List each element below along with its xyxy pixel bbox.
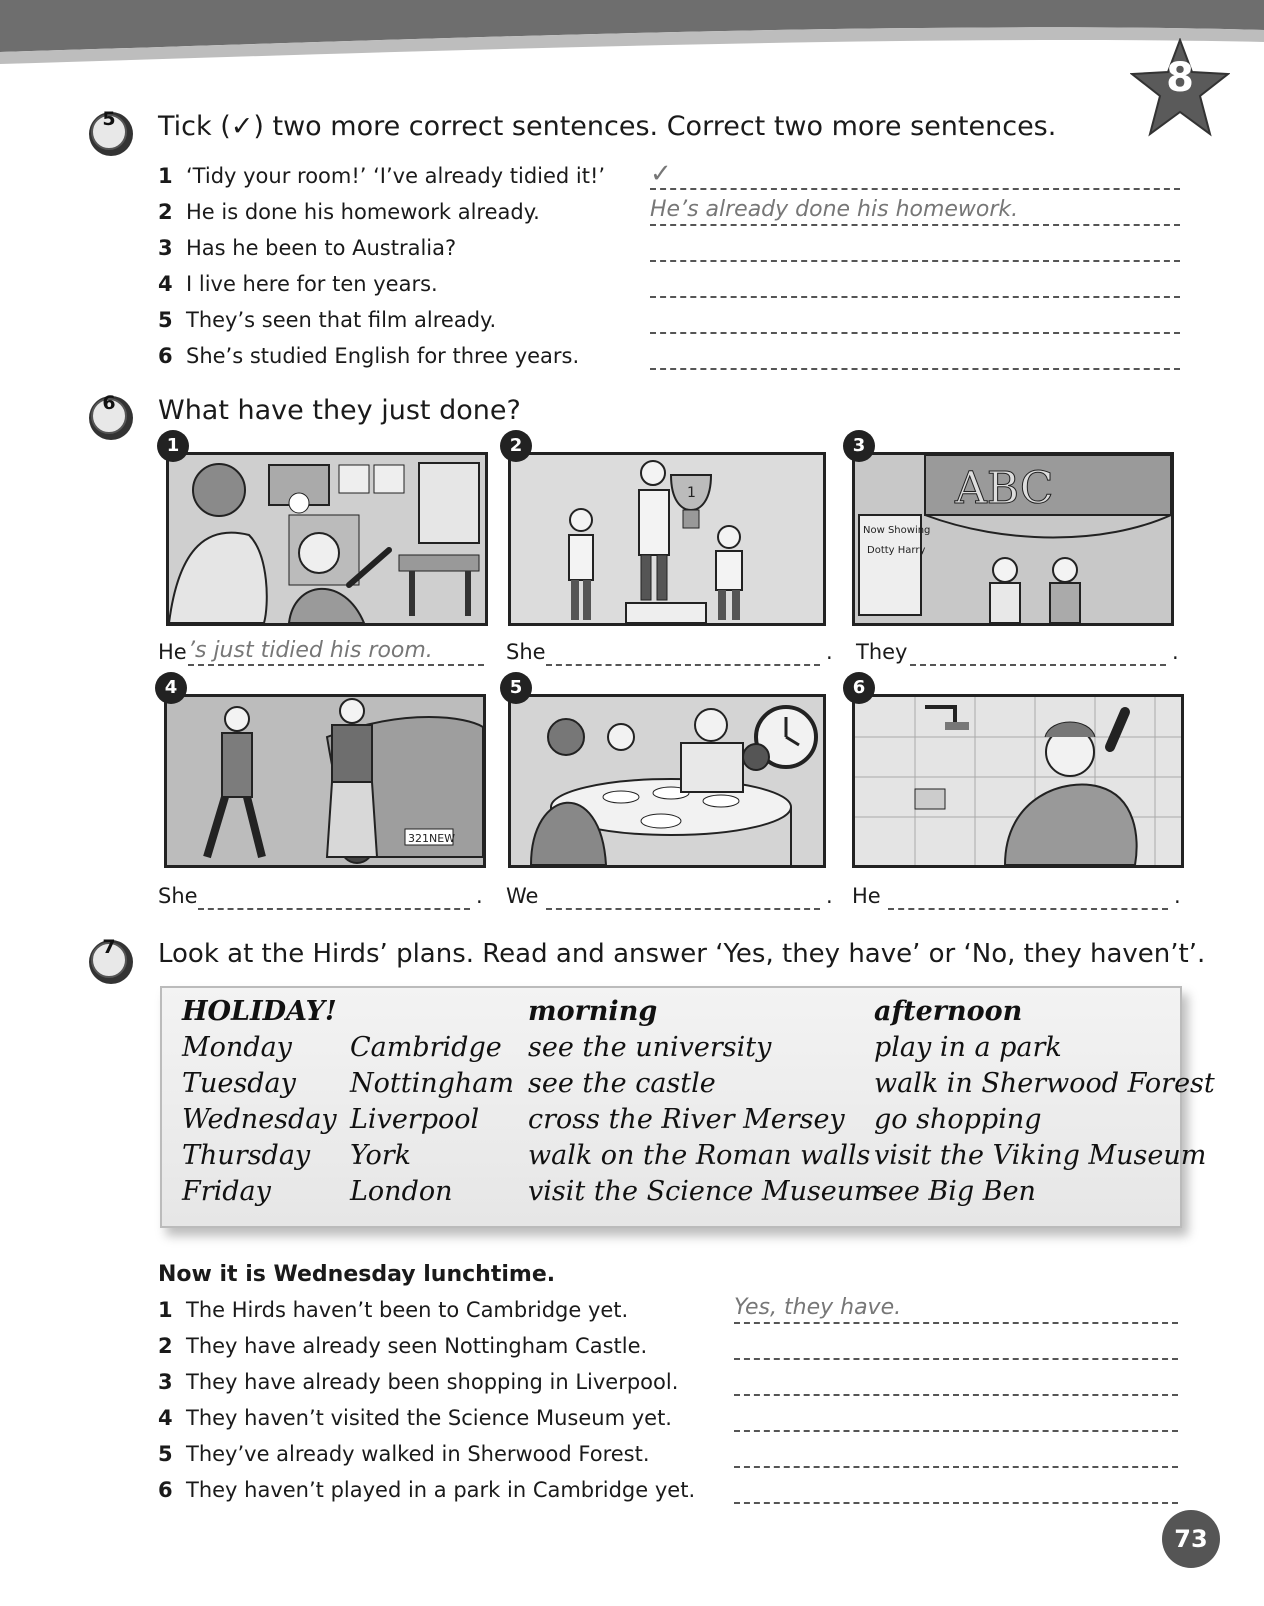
plan-afternoon: go shopping xyxy=(874,1104,1042,1135)
plan-morning: visit the Science Museum xyxy=(528,1176,880,1207)
caption-6-answer-line[interactable] xyxy=(888,884,1168,910)
exercise-5-badge: 5 xyxy=(86,108,136,158)
plan-col-morning: morning xyxy=(528,996,658,1027)
plan-heading: HOLIDAY! xyxy=(182,996,337,1027)
ex7-subheading: Now it is Wednesday lunchtime. xyxy=(158,1262,556,1287)
plan-place: York xyxy=(350,1140,412,1171)
caption-2-period: . xyxy=(826,640,833,664)
plan-day: Thursday xyxy=(182,1140,311,1171)
trophy-number: 1 xyxy=(687,485,696,501)
plan-afternoon: play in a park xyxy=(874,1032,1062,1063)
caption-3-answer-line[interactable] xyxy=(910,640,1166,666)
ex5-item-1: 1 ‘Tidy your room!’ ‘I’ve already tidied it!’ xyxy=(158,164,606,188)
plan-afternoon: walk in Sherwood Forest xyxy=(874,1068,1215,1099)
marquee-text: ABC xyxy=(955,463,1054,514)
exercise-7-title: Look at the Hirds’ plans. Read and answer ‘Yes, they have’ or ‘No, they haven’t’. xyxy=(158,939,1206,969)
picture-1-tidy-room xyxy=(166,452,488,626)
picture-5-dinner xyxy=(508,694,826,868)
plan-place: London xyxy=(350,1176,453,1207)
ex7-item-1: 1 The Hirds haven’t been to Cambridge yet. xyxy=(158,1298,629,1322)
ex7-item-6: 6 They haven’t played in a park in Cambridge yet. xyxy=(158,1478,696,1502)
ex7-answer-line-2[interactable] xyxy=(734,1332,1178,1360)
plan-place: Cambridge xyxy=(350,1032,502,1063)
caption-4-subject: She xyxy=(158,884,198,908)
ex5-item-4: 4 I live here for ten years. xyxy=(158,272,438,296)
ex7-item-4: 4 They haven’t visited the Science Museum yet. xyxy=(158,1406,672,1430)
plan-day: Wednesday xyxy=(182,1104,337,1135)
caption-6-period: . xyxy=(1174,884,1181,908)
poster-title: Dotty Harry xyxy=(867,545,926,556)
picture-number-3: 3 xyxy=(843,430,875,462)
exercise-5-title: Tick (✓) two more correct sentences. Correct two more sentences. xyxy=(158,111,1057,142)
picture-number-4: 4 xyxy=(155,672,187,704)
plan-day: Monday xyxy=(182,1032,292,1063)
plan-morning: cross the River Mersey xyxy=(528,1104,845,1135)
plan-afternoon: see Big Ben xyxy=(874,1176,1036,1207)
ex7-answer-line-4[interactable] xyxy=(734,1404,1178,1432)
ex5-item-3: 3 Has he been to Australia? xyxy=(158,236,457,260)
holiday-plan-card xyxy=(160,986,1215,1228)
ex5-item-5: 5 They’s seen that film already. xyxy=(158,308,497,332)
plan-col-afternoon: afternoon xyxy=(874,996,1023,1027)
caption-2-answer-line[interactable] xyxy=(546,640,820,666)
ex5-answer-line-6[interactable] xyxy=(650,342,1180,370)
ex7-answer-line-1[interactable]: Yes, they have. xyxy=(734,1296,1178,1324)
ex7-item-3: 3 They have already been shopping in Liverpool. xyxy=(158,1370,679,1394)
ex7-answer-line-5[interactable] xyxy=(734,1440,1178,1468)
ex5-answer-line-3[interactable] xyxy=(650,234,1180,262)
ex7-answer-line-6[interactable] xyxy=(734,1476,1178,1504)
plan-afternoon: visit the Viking Museum xyxy=(874,1140,1207,1171)
picture-number-5: 5 xyxy=(500,672,532,704)
ex7-answer-line-3[interactable] xyxy=(734,1368,1178,1396)
caption-4-answer-line[interactable] xyxy=(198,884,470,910)
picture-2-winner xyxy=(508,452,826,626)
picture-4-new-car xyxy=(164,694,486,868)
ex5-answer-line-4[interactable] xyxy=(650,270,1180,298)
number-plate: 321NEW xyxy=(408,832,456,845)
picture-number-6: 6 xyxy=(843,672,875,704)
caption-3-subject: They xyxy=(856,640,908,664)
exercise-6-badge: 6 xyxy=(86,392,136,442)
plan-morning: see the university xyxy=(528,1032,772,1063)
ex7-item-5: 5 They’ve already walked in Sherwood Forest. xyxy=(158,1442,650,1466)
unit-number: 8 xyxy=(1166,55,1194,101)
plan-morning: walk on the Roman walls xyxy=(528,1140,871,1171)
caption-1-subject: He xyxy=(158,640,187,664)
caption-4-period: . xyxy=(476,884,483,908)
picture-number-1: 1 xyxy=(157,430,189,462)
ex5-item-6: 6 She’s studied English for three years. xyxy=(158,344,580,368)
picture-3-cinema xyxy=(852,452,1174,626)
ex5-answer-line-1[interactable]: ✓ xyxy=(650,162,1180,190)
picture-number-2: 2 xyxy=(500,430,532,462)
ex5-item-2: 2 He is done his homework already. xyxy=(158,200,540,224)
caption-5-period: . xyxy=(826,884,833,908)
plan-place: Nottingham xyxy=(350,1068,514,1099)
poster-heading: Now Showing xyxy=(863,525,931,536)
plan-morning: see the castle xyxy=(528,1068,716,1099)
ex5-answer-line-5[interactable] xyxy=(650,306,1180,334)
page-number: 73 xyxy=(1162,1510,1220,1568)
caption-6-subject: He xyxy=(852,884,881,908)
top-banner xyxy=(0,0,1264,70)
caption-3-period: . xyxy=(1172,640,1179,664)
exercise-7-badge: 7 xyxy=(86,936,136,986)
plan-day: Friday xyxy=(182,1176,271,1207)
picture-6-shower xyxy=(852,694,1184,868)
ex5-answer-line-2[interactable]: He’s already done his homework. xyxy=(650,198,1180,226)
plan-place: Liverpool xyxy=(350,1104,480,1135)
plan-day: Tuesday xyxy=(182,1068,296,1099)
exercise-6-title: What have they just done? xyxy=(158,395,521,426)
caption-2-subject: She xyxy=(506,640,546,664)
caption-5-answer-line[interactable] xyxy=(546,884,820,910)
caption-5-subject: We xyxy=(506,884,539,908)
ex7-item-2: 2 They have already seen Nottingham Castle. xyxy=(158,1334,648,1358)
caption-1-answer-line[interactable]: ’s just tidied his room. xyxy=(188,640,484,666)
